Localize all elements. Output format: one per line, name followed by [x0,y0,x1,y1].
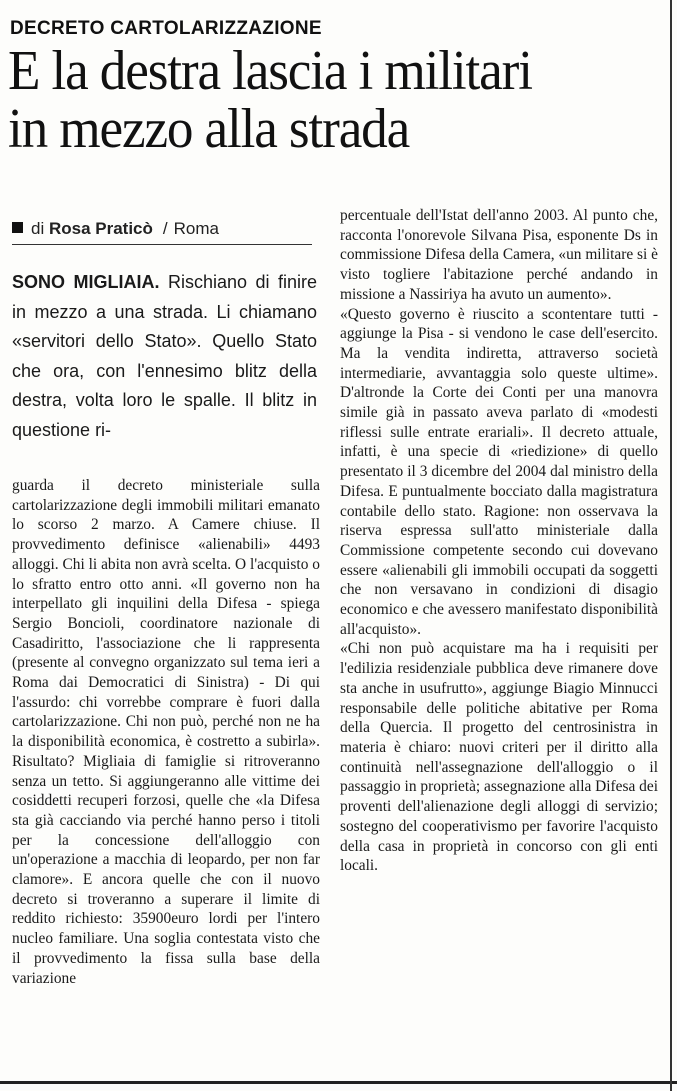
body-paragraph: «Questo governo è riuscito a scontentare tutti - aggiunge la Pisa - si vendono le case dell'esercito. Ma la vendita indiretta, attraverso società intermediarie, avvantaggia solo queste ultime». D'altronde la Corte dei Conti per una manovra simile già in passato aveva parlato di «modesti riflessi sulle entrate erariali». Il decreto attuale, infatti, è una specie di «riedizione» di quello presentato il 3 dicembre del 2004 dal ministro della Difesa. E puntualmente bocciato dalla magistratura contabile dello stato. Ragione: non osservava la riserva espressa sull'atto ministeriale dalla Commissione competente secondo cui dovevano essere «alienabili gli immobili occupati da soggetti che non versavano in condizioni di disagio economico e che avessero manifestato disponibilità all'acquisto». [340,305,658,638]
byline [12,219,312,245]
lead-text: Rischiano di finire in mezzo a una strada. Li chiamano «servitori dello Stato». Quello Stato che ora, con l'ennesimo blitz della destra, volta loro le spalle. Il blitz in questione ri- [12,272,317,440]
column-right [340,206,658,876]
lead-caps: SONO MIGLIAIA. [12,272,160,292]
square-bullet-icon [12,222,23,233]
lead-paragraph [12,268,317,445]
headline-line-2: in mezzo alla strada [8,98,410,160]
headline [8,42,635,158]
byline-separator: / [162,219,168,238]
byline-prefix: di [31,219,45,238]
body-paragraph: percentuale dell'Istat dell'anno 2003. Al punto che, racconta l'onorevole Silvana Pisa, esponente Ds in commissione Difesa della Camera, «un militare si è visto togliere l'abitazione perché andando in missione a Nassiriya ha avuto un aumento». [340,207,658,303]
column-left [12,476,320,988]
bottom-rule [0,1081,677,1084]
body-paragraph: «Chi non può acquistare ma ha i requisiti per l'edilizia residenziale pubblica deve rimanere dove sta anche in usufrutto», aggiunge Biagio Minnucci responsabile delle politiche abitative per Roma della Quercia. Il progetto del centrosinistra in materia è chiaro: nuovi criteri per il diritto alla continuità nell'assegnazione dell'alloggio o il passaggio in proprietà; assegnazione alla Difesa dei proventi dell'alienazione degli alloggi di servizio; sostegno del cooperativismo per favorire l'acquisto della casa in proprietà in concorso con gli enti locali. [340,640,658,875]
location: Roma [173,219,219,238]
headline-line-1: E la destra lascia i militari [8,40,532,102]
right-edge-rule [670,0,672,1091]
body-paragraph: guarda il decreto ministeriale sulla cartolarizzazione degli immobili militari emanato lo scorso 2 marzo. A Camere chiuse. Il provvedimento definisce «alienabili» 4493 alloggi. Chi li abita non avrà scelta. O l'acquisto o lo sfratto entro otto anni. «Il governo non ha interpellato gli inquilini della Difesa - spiega Sergio Boncioli, coordinatore nazionale di Casadiritto, l'associazione che li rappresenta (presente al convegno organizzato sul tema ieri a Roma dai Democratici di Sinistra) - Di qui l'assurdo: chi vorrebbe comprare è fuori dalla cartolarizzazione. Chi non può, perché non ne ha la disponibilità economica, è costretto a subirla». Risultato? Migliaia di famiglie si ritroveranno senza un tetto. Si aggiungeranno alle vittime dei cosiddetti recuperi forzosi, quelle che «la Difesa sta già cacciando via perché hanno perso i titoli per la concessione dell'alloggio con un'operazione a macchia di leopardo, per non far clamore». E ancora quelle che con il nuovo decreto si troveranno a superare il limite di reddito richiesto: 35900euro lordi per l'intero nucleo familiare. Una soglia contestata visto che il provvedimento la fissa sulla base della variazione [12,477,320,987]
kicker: DECRETO CARTOLARIZZAZIONE [10,18,322,39]
author-name: Rosa Praticò [48,219,153,238]
